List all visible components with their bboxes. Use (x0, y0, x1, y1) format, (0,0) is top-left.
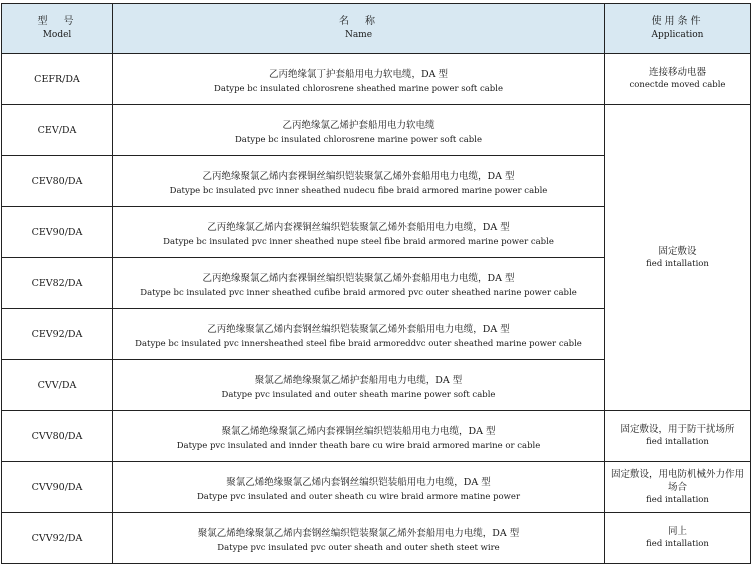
name-cn: 乙丙绝缘氯丁护套船用电力软电缆，DA 型 (269, 68, 448, 80)
name-cell (113, 258, 605, 309)
name-cn: 乙丙绝缘聚氯乙烯内套钢丝编织铠装聚氯乙烯外套船用电力电缆，DA 型 (207, 323, 510, 335)
cable-spec-table (1, 3, 751, 564)
name-cn: 聚氯乙烯绝缘聚氯乙烯内套裸铜丝编织铠装船用电力电缆，DA 型 (221, 425, 496, 437)
name-en: Datype pvc insulated pvc outer sheath and outer sheth steet wire (217, 542, 500, 553)
application-en: fied intallation (646, 539, 709, 549)
name-cn: 乙丙绝缘氯乙烯内套裸铜丝编织铠装聚氯乙烯外套船用电力电缆，DA 型 (207, 221, 510, 233)
application-cell (605, 411, 751, 462)
application-cn: 固定敷设 (658, 245, 697, 257)
header-model (2, 4, 113, 54)
name-cn: 聚氯乙烯绝缘聚氯乙烯内套钢丝编织铠装船用电力电缆，DA 型 (226, 476, 491, 488)
name-en: Datype pvc insulated and innder theath bare cu wire braid armored marine or cable (176, 440, 541, 451)
name-en: Datype bc insulated pvc inner sheathed nudecu fibe braid armored marine power cable (169, 185, 548, 196)
header-row (2, 4, 751, 54)
name-cell (113, 309, 605, 360)
header-app-cn: 使用条件 (651, 16, 704, 27)
model-cell: CVV/DA (2, 360, 113, 411)
application-en: fied intallation (646, 258, 709, 269)
application-cn: 固定敷设，用电防机械外力作用场合 (610, 468, 744, 493)
name-en: Datype bc insulated chlorosrene marine power soft cable (234, 134, 482, 145)
header-name-en: Name (344, 30, 373, 40)
name-cell (113, 207, 605, 258)
table-row (2, 54, 751, 105)
model-cell: CEFR/DA (2, 54, 113, 105)
application-cell (605, 513, 751, 564)
model-cell: CEV/DA (2, 105, 113, 156)
name-cn: 乙丙绝缘氯乙烯护套船用电力软电缆 (282, 119, 435, 131)
name-en: Datype pvc insulated and outer sheath cu wire braid armore matine power (196, 491, 521, 502)
name-en: Datype bc insulated pvc inner sheathed nupe steel fibe braid armored marine power cable (163, 236, 554, 247)
model-cell: CEV92/DA (2, 309, 113, 360)
application-cell (605, 462, 751, 513)
header-name (113, 4, 605, 54)
name-cell (113, 411, 605, 462)
application-en: conectde moved cable (629, 80, 726, 90)
name-en: Datype bc insulated chlorosrene sheathed marine power soft cable (214, 83, 503, 94)
application-en: fied intallation (646, 437, 709, 447)
name-cell (113, 156, 605, 207)
application-cn: 同上 (667, 526, 687, 537)
name-cell (113, 360, 605, 411)
application-cell (605, 105, 751, 411)
header-app-en: Application (651, 30, 704, 40)
table-row (2, 411, 751, 462)
model-cell: CEV82/DA (2, 258, 113, 309)
name-cn: 乙丙绝缘聚氯乙烯内套裸铜丝编织铠装聚氯乙烯外套船用电力电缆，DA 型 (202, 272, 515, 284)
application-cn: 固定敷设，用于防干扰场所 (620, 424, 735, 435)
application-en: fied intallation (646, 494, 709, 505)
name-cell (113, 513, 605, 564)
name-cell (113, 54, 605, 105)
name-cn: 聚氯乙烯绝缘聚氯乙烯内套钢丝编织铠装聚氯乙烯外套船用电力电缆，DA 型 (197, 527, 520, 539)
name-cell (113, 462, 605, 513)
header-model-cn: 型 号 (37, 16, 77, 27)
application-cell (605, 54, 751, 105)
header-model-en: Model (42, 30, 72, 40)
application-cn: 连接移动电器 (648, 67, 706, 78)
header-application (605, 4, 751, 54)
name-cn: 乙丙绝缘聚氯乙烯内套裸铜丝编织铠装聚氯乙烯外套船用电力电缆，DA 型 (202, 170, 515, 182)
name-en: Datype bc insulated pvc innersheathed steel fibe braid armoreddvc outer sheathed marine power cable (135, 338, 582, 349)
table-row (2, 462, 751, 513)
model-cell: CVV92/DA (2, 513, 113, 564)
model-cell: CEV90/DA (2, 207, 113, 258)
model-cell: CEV80/DA (2, 156, 113, 207)
name-cn: 聚氯乙烯绝缘聚氯乙烯护套船用电力电缆，DA 型 (254, 374, 463, 386)
name-en: Datype bc insulated pvc inner sheathed cufibe braid armored pvc outer sheathed narine power cable (140, 287, 577, 298)
model-cell: CVV90/DA (2, 462, 113, 513)
name-cell (113, 105, 605, 156)
table-row (2, 105, 751, 156)
name-en: Datype pvc insulated and outer sheath marine power soft cable (221, 389, 496, 400)
table-row (2, 513, 751, 564)
header-name-cn: 名 称 (339, 16, 378, 27)
model-cell: CVV80/DA (2, 411, 113, 462)
